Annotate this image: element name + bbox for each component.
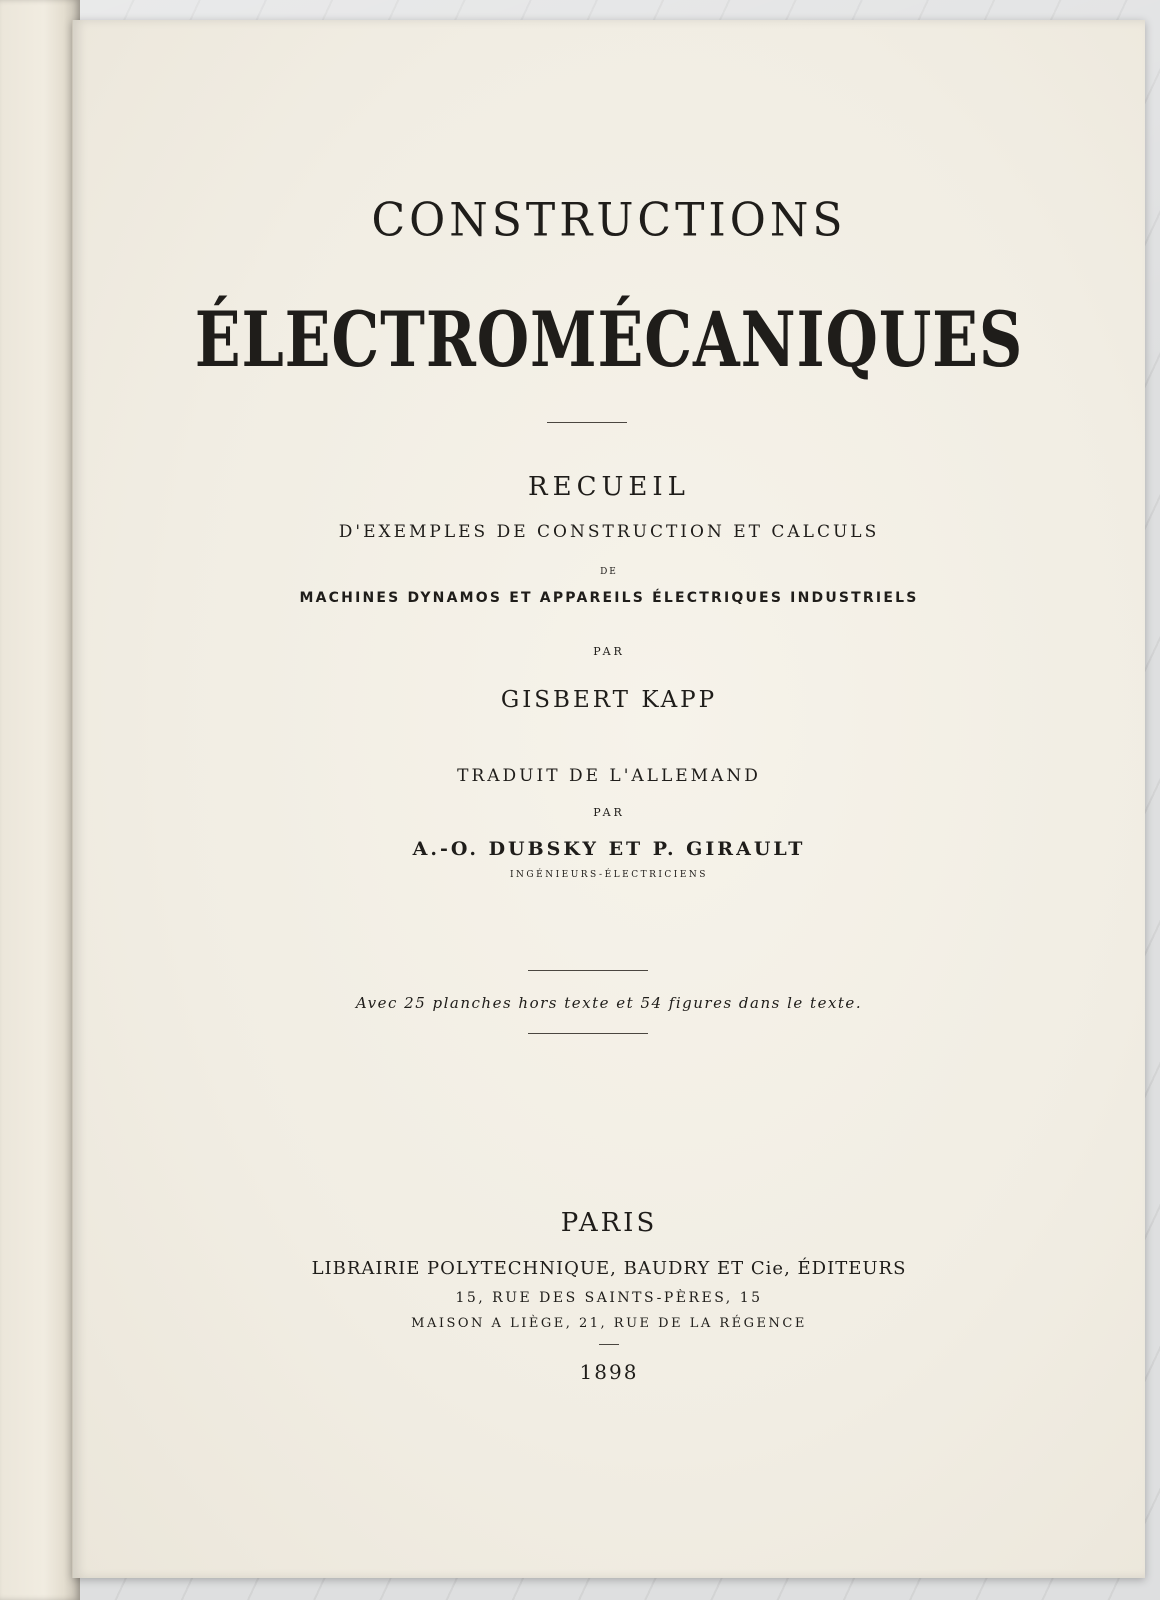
divider-rule-upper	[528, 970, 648, 971]
by-label: PAR	[593, 645, 625, 658]
translation-note: TRADUIT DE L'ALLEMAND	[457, 766, 761, 786]
subject-line: MACHINES DYNAMOS ET APPAREILS ÉLECTRIQUES INDUSTRIELS	[299, 590, 919, 606]
translator-names: A.-O. DUBSKY ET P. GIRAULT	[412, 838, 806, 860]
recueil-heading: RECUEIL	[528, 472, 690, 502]
divider-rule	[547, 422, 627, 423]
subtitle-connector: DE	[600, 567, 618, 577]
publication-city: PARIS	[560, 1208, 658, 1238]
publisher-branch: MAISON A LIÈGE, 21, RUE DE LA RÉGENCE	[411, 1316, 807, 1331]
by-label-translators: PAR	[593, 806, 625, 819]
translator-role: INGÉNIEURS-ÉLECTRICIENS	[510, 870, 708, 880]
title-line-2: ÉLECTROMÉCANIQUES	[194, 294, 1024, 385]
facing-page-edge	[0, 0, 80, 1600]
title-page	[72, 20, 1145, 1578]
year-dash	[599, 1344, 619, 1345]
title-line-1: CONSTRUCTIONS	[371, 193, 847, 248]
divider-rule-lower	[528, 1033, 648, 1034]
publication-year: 1898	[579, 1360, 639, 1384]
subtitle: D'EXEMPLES DE CONSTRUCTION ET CALCULS	[338, 522, 880, 542]
illustrations-note: Avec 25 planches hors texte et 54 figures dans le texte.	[355, 994, 863, 1012]
publisher-address: 15, RUE DES SAINTS-PÈRES, 15	[455, 1290, 763, 1306]
publisher-name: LIBRAIRIE POLYTECHNIQUE, BAUDRY ET Cie, ÉDITEURS	[311, 1258, 907, 1279]
author-name: GISBERT KAPP	[500, 687, 718, 713]
